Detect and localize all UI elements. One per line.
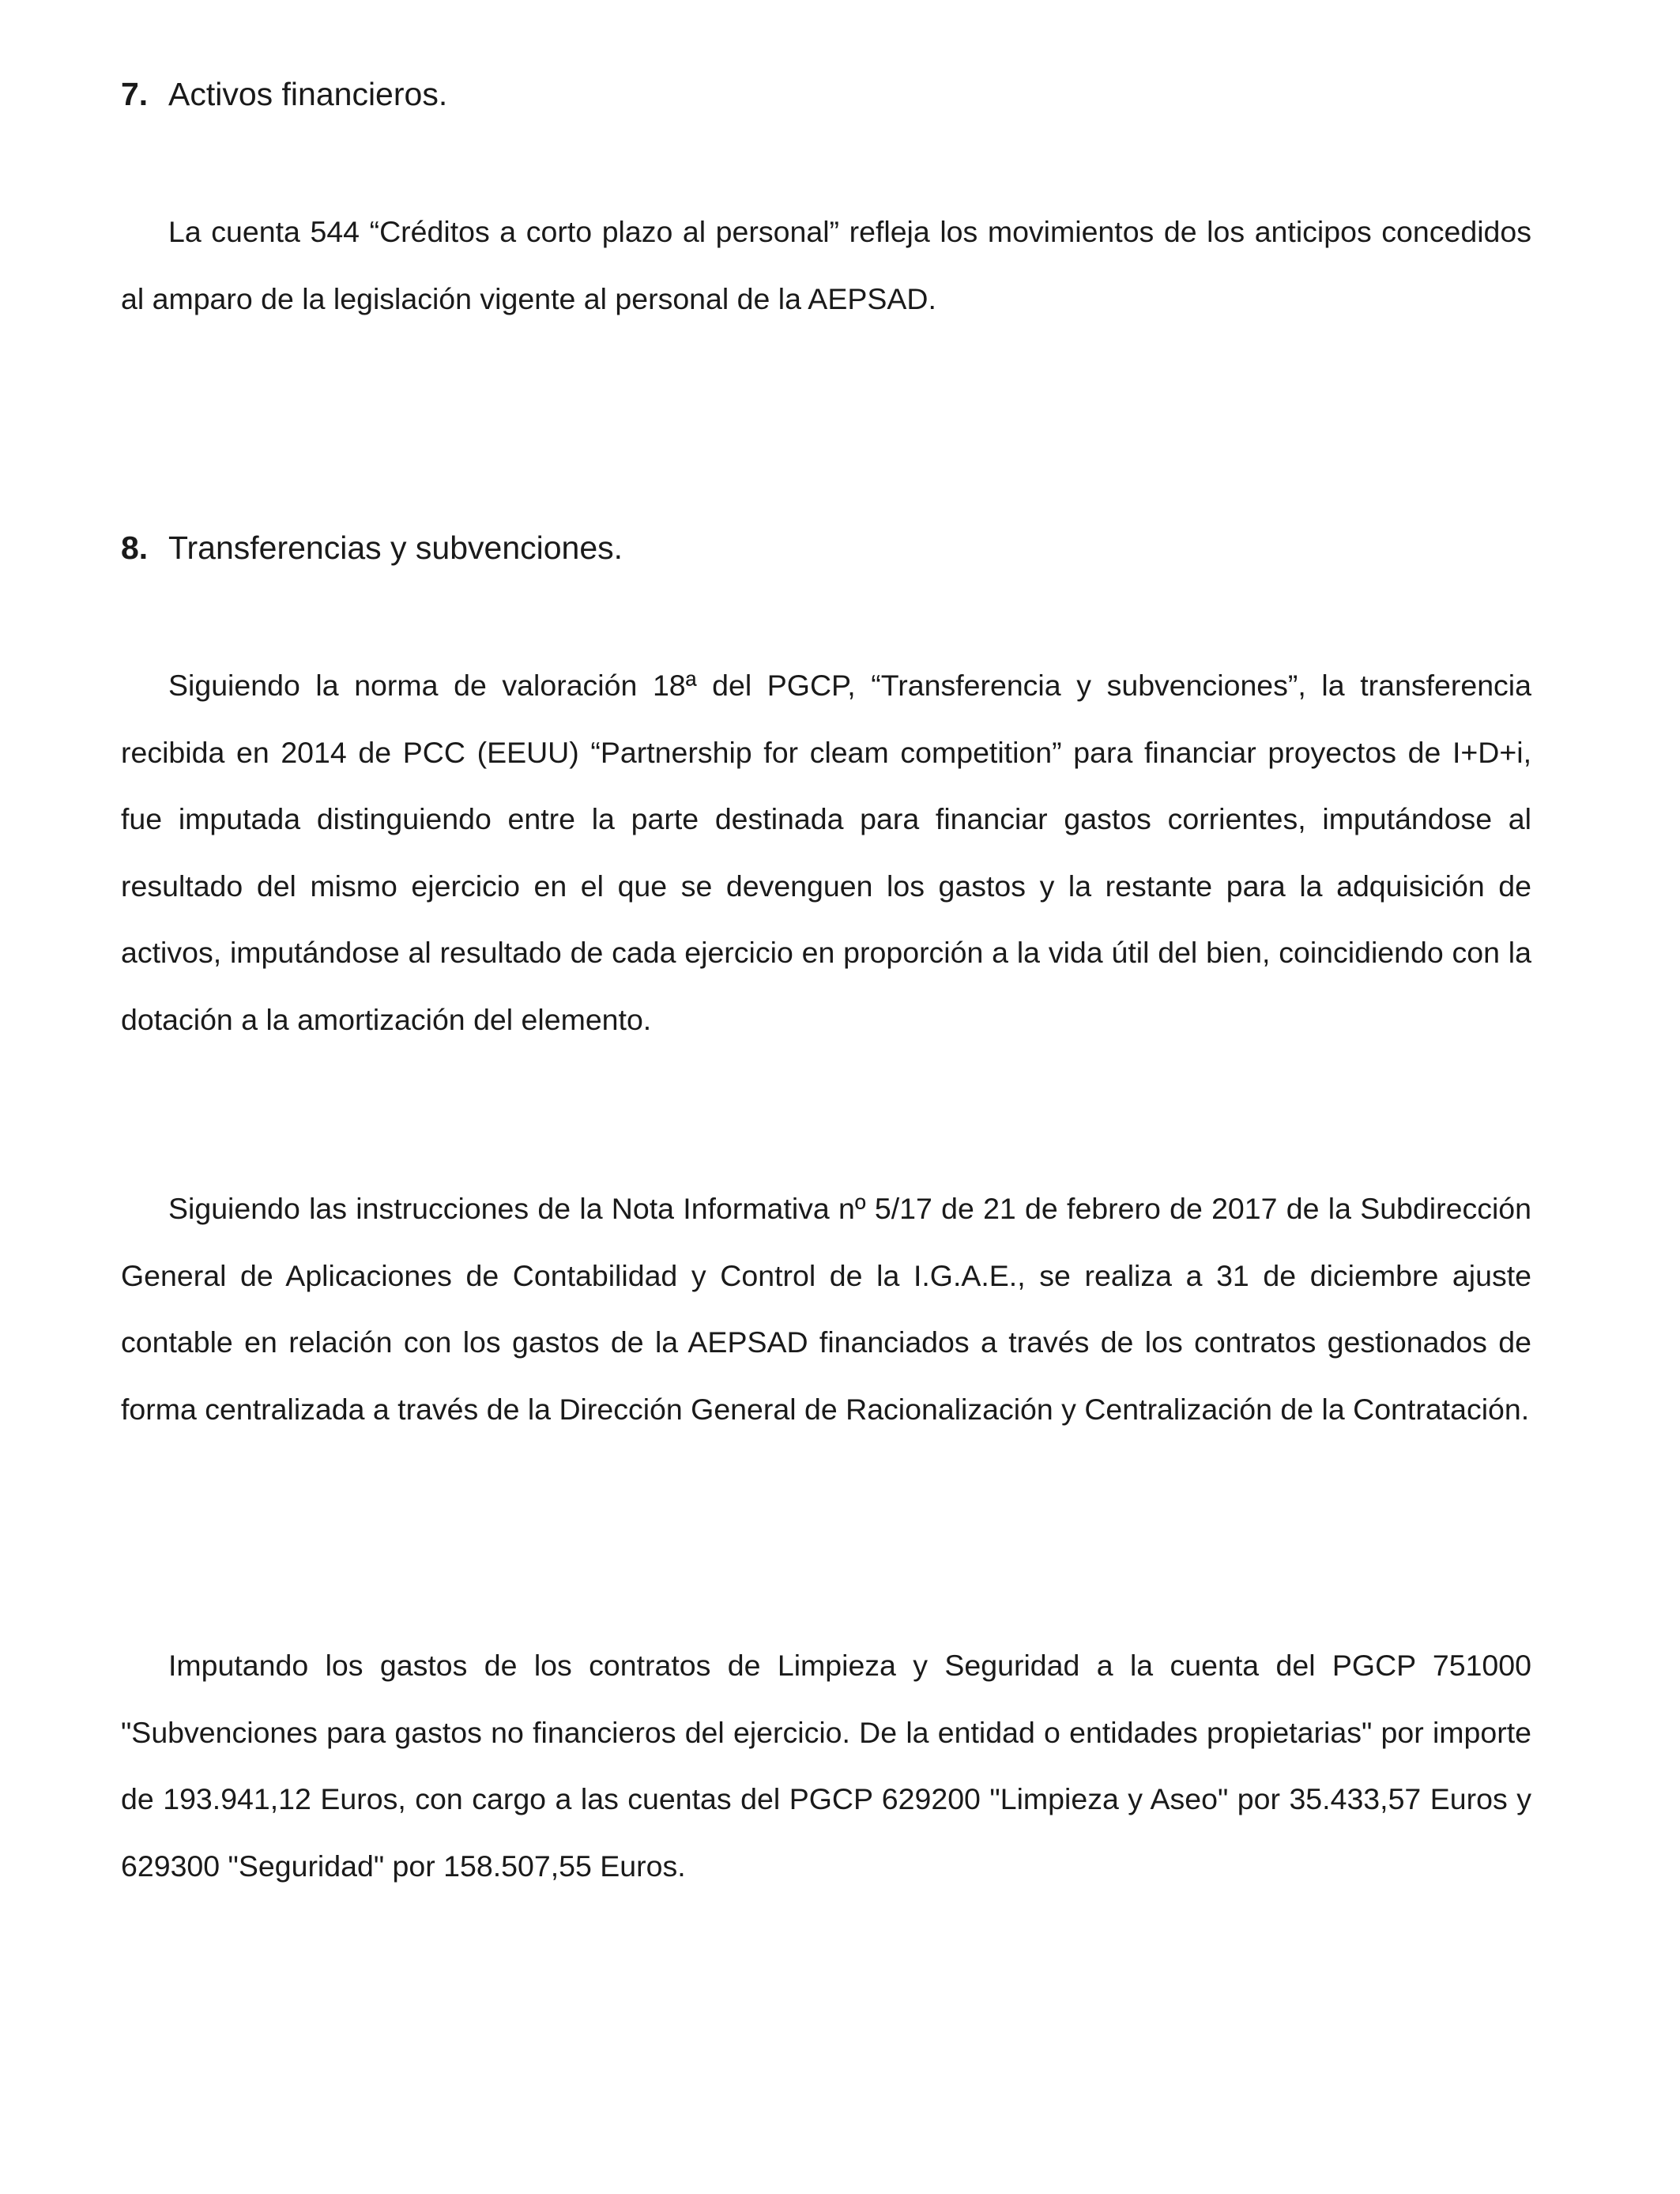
paragraph-activos-financieros: La cuenta 544 “Créditos a corto plazo al personal” refleja los movimientos de los anticipos concedidos al amparo de la legislación vigente al personal de la AEPSAD. — [121, 215, 1531, 315]
section-title: Transferencias y subvenciones. — [168, 530, 623, 566]
paragraph-nota-informativa: Siguiendo las instrucciones de la Nota Informativa nº 5/17 de 21 de febrero de 2017 de la Subdirección General de Aplicaciones de Contabilidad y Control de la I.G.A.E., se realiza a 31 de diciembre ajuste contable en relación con los gastos de la AEPSAD financiados a través de los contratos gestionados de forma centralizada a través de la Dirección General de Racionalización y Centralización de la Contratación. — [121, 1192, 1531, 1426]
section-heading-8 — [121, 528, 623, 567]
section-number: 8. — [121, 530, 149, 566]
section-title: Activos financieros. — [168, 76, 448, 112]
section-number: 7. — [121, 76, 149, 112]
paragraph-norma-valoracion: Siguiendo la norma de valoración 18ª del PGCP, “Transferencia y subvenciones”, la transferencia recibida en 2014 de PCC (EEUU) “Partnership for cleam competition” para financiar proyectos de I+D+i, fue imputada distinguiendo entre la parte destinada para financiar gastos corrientes, imputándose al resultado del mismo ejercicio en el que se devenguen los gastos y la restante para la adquisición de activos, imputándose al resultado de cada ejercicio en proporción a la vida útil del bien, coincidiendo con la dotación a la amortización del elemento. — [121, 669, 1531, 1036]
section-heading-7 — [121, 74, 447, 114]
paragraph-limpieza-seguridad: Imputando los gastos de los contratos de Limpieza y Seguridad a la cuenta del PGCP 751000 "Subvenciones para gastos no financieros del ejercicio. De la entidad o entidades propietarias" por importe de 193.941,12 Euros, con cargo a las cuentas del PGCP 629200 "Limpieza y Aseo" por 35.433,57 Euros y 629300 "Seguridad" por 158.507,55 Euros. — [121, 1649, 1531, 1883]
